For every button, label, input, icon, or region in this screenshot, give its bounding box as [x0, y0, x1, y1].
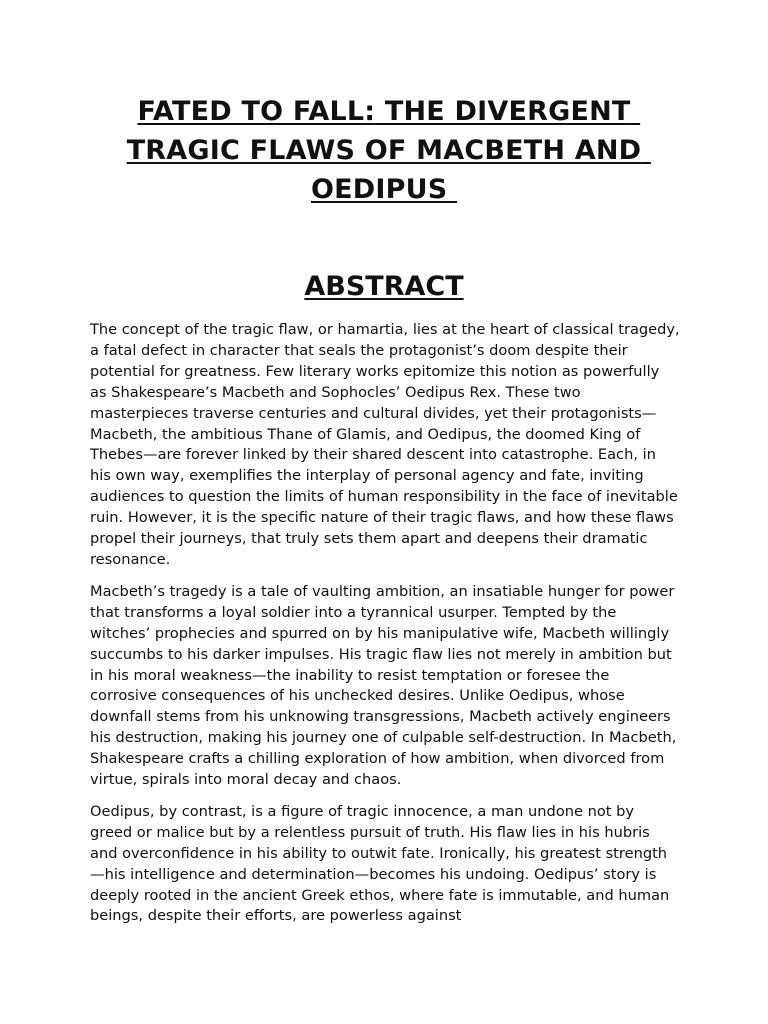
section-heading-abstract: ABSTRACT — [304, 271, 464, 302]
abstract-body — [90, 320, 680, 938]
paragraph-1: The concept of the tragic flaw, or hamartia, lies at the heart of classical tragedy, a fatal defect in character that seals the protagonist’s doom despite their potential for greatness. Few literary works epitomize this notion as powerfully as Shakespeare’s Macbeth and Sophocles’ Oedipus Rex. These two masterpieces traverse centuries and cultural divides, yet their protagonists—Macbeth, the ambitious Thane of Glamis, and Oedipus, the doomed King of Thebes—are forever linked by their shared descent into catastrophe. Each, in his own way, exemplifies the interplay of personal agency and fate, inviting audiences to question the limits of human responsibility in the face of inevitable ruin. However, it is the specific nature of their tragic flaws, and how these flaws propel their journeys, that truly sets them apart and deepens their dramatic resonance. — [90, 321, 680, 568]
document-title: FATED TO FALL: THE DIVERGENT TRAGIC FLAWS OF MACBETH AND OEDIPUS — [126, 96, 651, 205]
paragraph-3: Oedipus, by contrast, is a figure of tragic innocence, a man undone not by greed or malice but by a relentless pursuit of truth. His flaw lies in his hubris and overconfidence in his ability to outwit fate. Ironically, his greatest strength—his intelligence and determination—becomes his undoing. Oedipus’ story is deeply rooted in the ancient Greek ethos, where fate is immutable, and human beings, despite their efforts, are powerless against — [90, 802, 670, 925]
paragraph-2: Macbeth’s tragedy is a tale of vaulting ambition, an insatiable hunger for power that transforms a loyal soldier into a tyrannical usurper. Tempted by the witches’ prophecies and spurred on by his manipulative wife, Macbeth willingly succumbs to his darker impulses. His tragic flaw lies not merely in ambition but in his moral weakness—the inability to resist temptation or foresee the corrosive consequences of his unchecked desires. Unlike Oedipus, whose downfall stems from his unknowing transgressions, Macbeth actively engineers his destruction, making his journey one of culpable self-destruction. In Macbeth, Shakespeare crafts a chilling exploration of how ambition, when divorced from virtue, spirals into moral decay and chaos. — [90, 582, 677, 789]
